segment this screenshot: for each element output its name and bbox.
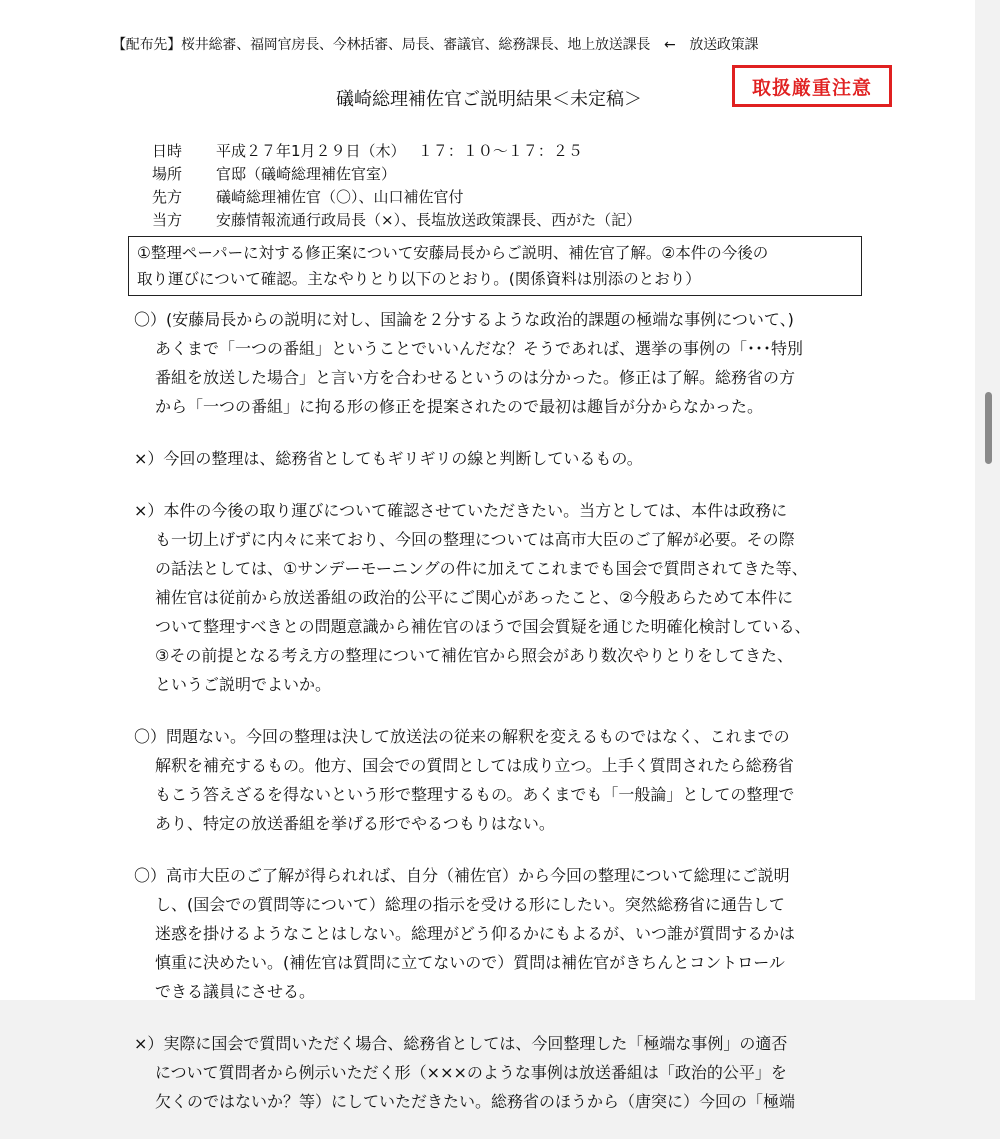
meta-label: 先方 — [152, 188, 183, 206]
paragraph-line: 慎重に決めたい。(補佐官は質問に立てないので）質問は補佐官がきちんとコントロール — [155, 953, 785, 972]
paragraph-line: も一切上げずに内々に来ており、今回の整理については高市大臣のご了解が必要。その際 — [155, 530, 795, 549]
meta-value: 安藤情報流通行政局長（×）、長塩放送政策課長、西がた（記） — [216, 211, 642, 229]
meta-label: 当方 — [152, 211, 183, 229]
paragraph-line: 〇）高市大臣のご了解が得られれば、自分（補佐官）から今回の整理について総理にご説明 — [134, 866, 790, 885]
paragraph-line: ×）本件の今後の取り運びについて確認させていただきたい。当方としては、本件は政務に — [134, 501, 788, 520]
paragraph-line: 解釈を補充するもの。他方、国会での質問としては成り立つ。上手く質問されたら総務省 — [155, 756, 794, 775]
summary-box — [128, 236, 862, 296]
meta-row-datetime — [152, 140, 641, 163]
meta-label: 日時 — [152, 142, 183, 160]
paragraph-line: の話法としては、①サンデーモーニングの件に加えてこれまでも国会で質問されてきた等、 — [155, 559, 808, 578]
scrollbar-thumb[interactable] — [985, 392, 992, 464]
paragraph — [134, 1029, 894, 1116]
paragraph — [134, 444, 894, 473]
meta-label: 場所 — [152, 165, 183, 183]
paragraph-line: あり、特定の放送番組を挙げる形でやるつもりはない。 — [155, 814, 555, 833]
confidential-stamp: 取扱厳重注意 — [732, 65, 892, 107]
summary-line: ①整理ペーパーに対する修正案について安藤局長からご説明、補佐官了解。②本件の今後の — [137, 244, 769, 262]
paragraph-line: ③その前提となる考え方の整理について補佐官から照会があり数次やりとりをしてきた、 — [155, 646, 794, 665]
paragraph-line: できる議員にさせる。 — [155, 982, 316, 1001]
meta-value: 平成２７年1月２９日（木） １７：１０～１７：２５ — [216, 142, 583, 160]
meta-value: 官邸（礒崎総理補佐官室） — [216, 165, 397, 183]
meta-row-counterpart — [152, 186, 641, 209]
meta-value: 礒崎総理補佐官（〇）、山口補佐官付 — [216, 188, 464, 206]
meeting-info — [152, 140, 641, 232]
paragraph-line: ×）実際に国会で質問いただく場合、総務省としては、今回整理した「極端な事例」の適否 — [134, 1034, 788, 1053]
document-title: 礒崎総理補佐官ご説明結果＜未定稿＞ — [336, 89, 642, 110]
paragraph — [134, 861, 894, 1006]
paragraph-line: について質問者から例示いただく形（×××のような事例は放送番組は「政治的公平」を — [155, 1063, 787, 1082]
paragraph-line: ついて整理すべきとの問題意識から補佐官のほうで国会質疑を通じた明確化検討している、 — [155, 617, 811, 636]
meta-row-place — [152, 163, 641, 186]
paragraph-line: 〇）(安藤局長からの説明に対し、国論を２分するような政治的課題の極端な事例について、) — [134, 310, 794, 329]
paragraph-line: 〇）問題ない。今回の整理は決して放送法の従来の解釈を変えるものではなく、これまでの — [134, 727, 790, 746]
paragraph-line: 番組を放送した場合」と言い方を合わせるというのは分かった。修正は了解。総務省の方 — [155, 368, 796, 387]
paragraph-line: ×）今回の整理は、総務省としてもギリギリの線と判断しているもの。 — [134, 449, 643, 468]
distribution-list: 【配布先】桜井総審、福岡官房長、今林括審、局長、審議官、総務課長、地上放送課長 ← 放送政策課 — [112, 37, 759, 53]
summary-line: 取り運びについて確認。主なやりとり以下のとおり。(関係資料は別添のとおり） — [137, 270, 701, 288]
meta-row-our-side — [152, 209, 641, 232]
exchange-body — [134, 305, 894, 1139]
paragraph-line: 迷惑を掛けるようなことはしない。総理がどう仰るかにもよるが、いつ誰が質問するかは — [155, 924, 796, 943]
paragraph — [134, 722, 894, 838]
paragraph — [134, 305, 894, 421]
paragraph-line: というご説明でよいか。 — [155, 675, 332, 694]
paragraph-line: し、(国会での質問等について）総理の指示を受ける形にしたい。突然総務省に通告して — [155, 895, 785, 914]
paragraph-line: 欠くのではないか？等）にしていただきたい。総務省のほうから（唐突に）今回の「極端 — [155, 1092, 796, 1111]
paragraph-line: から「一つの番組」に拘る形の修正を提案されたので最初は趣旨が分からなかった。 — [155, 397, 764, 416]
paragraph — [134, 496, 894, 699]
paragraph-line: 補佐官は従前から放送番組の政治的公平にご関心があったこと、②今般あらためて本件に — [155, 588, 794, 607]
paragraph-line: あくまで「一つの番組」ということでいいんだな？そうであれば、選挙の事例の「･･･特別 — [155, 339, 804, 358]
paragraph-line: もこう答えざるを得ないという形で整理するもの。あくまでも「一般論」としての整理で — [155, 785, 795, 804]
